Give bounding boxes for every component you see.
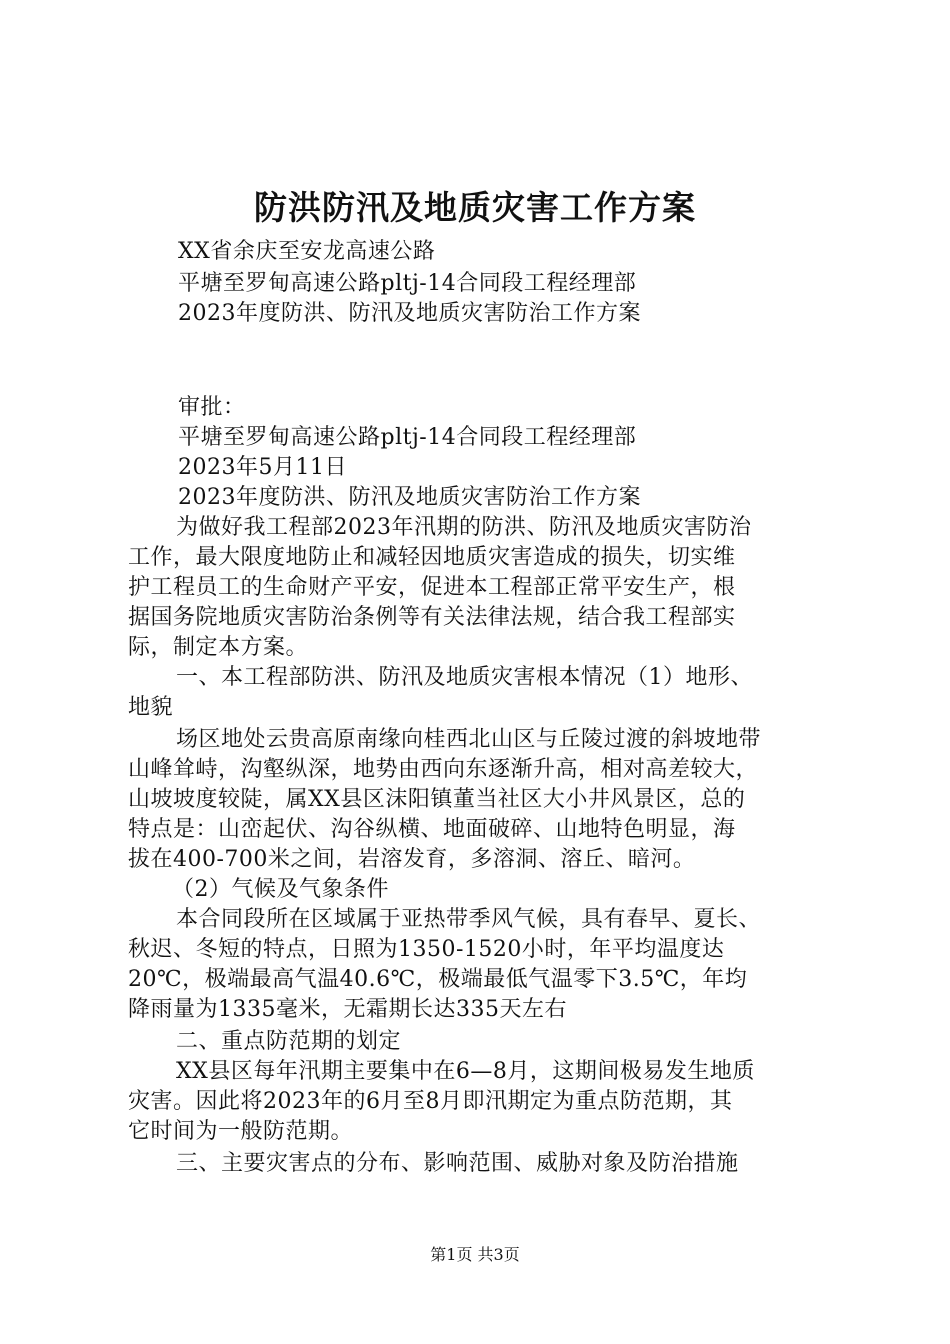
body-line: 它时间为一般防范期。 — [128, 1119, 354, 1144]
body-line: 际，制定本方案。 — [128, 635, 309, 660]
body-line: 山坡坡度较陡，属XX县区沫阳镇董当社区大小井风景区，总的 — [128, 787, 746, 812]
section-heading-1-cont: 地貌 — [128, 695, 174, 720]
subsection-heading-climate: （2）气候及气象条件 — [172, 877, 389, 902]
plan-heading: 2023年度防洪、防汛及地质灾害防治工作方案 — [178, 485, 641, 510]
body-line: 据国务院地质灾害防治条例等有关法律法规，结合我工程部实 — [128, 605, 736, 630]
body-line: 灾害。因此将2023年的6月至8月即汛期定为重点防范期，其 — [128, 1089, 733, 1114]
body-line: 本合同段所在区域属于亚热带季风气候，具有春早、夏长、 — [176, 907, 762, 932]
section-heading-2: 二、重点防范期的划定 — [176, 1029, 402, 1054]
body-line: 秋迟、冬短的特点，日照为1350-1520小时，年平均温度达 — [128, 937, 725, 962]
approval-dept: 平塘至罗甸高速公路pltj-14合同段工程经理部 — [178, 425, 637, 450]
body-line: 特点是：山峦起伏、沟谷纵横、地面破碎、山地特色明显，海 — [128, 817, 736, 842]
header-line-plan-title: 2023年度防洪、防汛及地质灾害防治工作方案 — [178, 301, 641, 326]
body-line: 降雨量为1335毫米，无霜期长达335天左右 — [128, 997, 567, 1022]
section-heading-3: 三、主要灾害点的分布、影响范围、威胁对象及防治措施 — [176, 1151, 739, 1176]
body-line: 护工程员工的生命财产平安，促进本工程部正常平安生产，根 — [128, 575, 736, 600]
approval-label: 审批： — [178, 395, 246, 420]
section-heading-1: 一、本工程部防洪、防汛及地质灾害根本情况（1）地形、 — [176, 665, 753, 690]
approval-date: 2023年5月11日 — [178, 455, 347, 480]
body-line: 场区地处云贵高原南缘向桂西北山区与丘陵过渡的斜坡地带 — [176, 727, 762, 752]
body-line: 工作，最大限度地防止和减轻因地质灾害造成的损失，切实维 — [128, 545, 736, 570]
body-line: 为做好我工程部2023年汛期的防洪、防汛及地质灾害防治 — [176, 515, 752, 540]
header-line-project-dept: 平塘至罗甸高速公路pltj-14合同段工程经理部 — [178, 271, 637, 296]
body-line: 20℃，极端最高气温40.6℃，极端最低气温零下3.5℃，年均 — [128, 967, 748, 992]
body-line: 山峰耸峙，沟壑纵深，地势由西向东逐渐升高，相对高差较大， — [128, 757, 759, 782]
body-line: 拔在400-700米之间，岩溶发育，多溶洞、溶丘、暗河。 — [128, 847, 696, 872]
body-line: XX县区每年汛期主要集中在6—8月，这期间极易发生地质 — [176, 1059, 755, 1084]
document-title: 防洪防汛及地质灾害工作方案 — [254, 188, 696, 227]
header-line-province-road: XX省余庆至安龙高速公路 — [178, 239, 436, 264]
page-footer: 第1页 共3页 — [430, 1245, 520, 1264]
